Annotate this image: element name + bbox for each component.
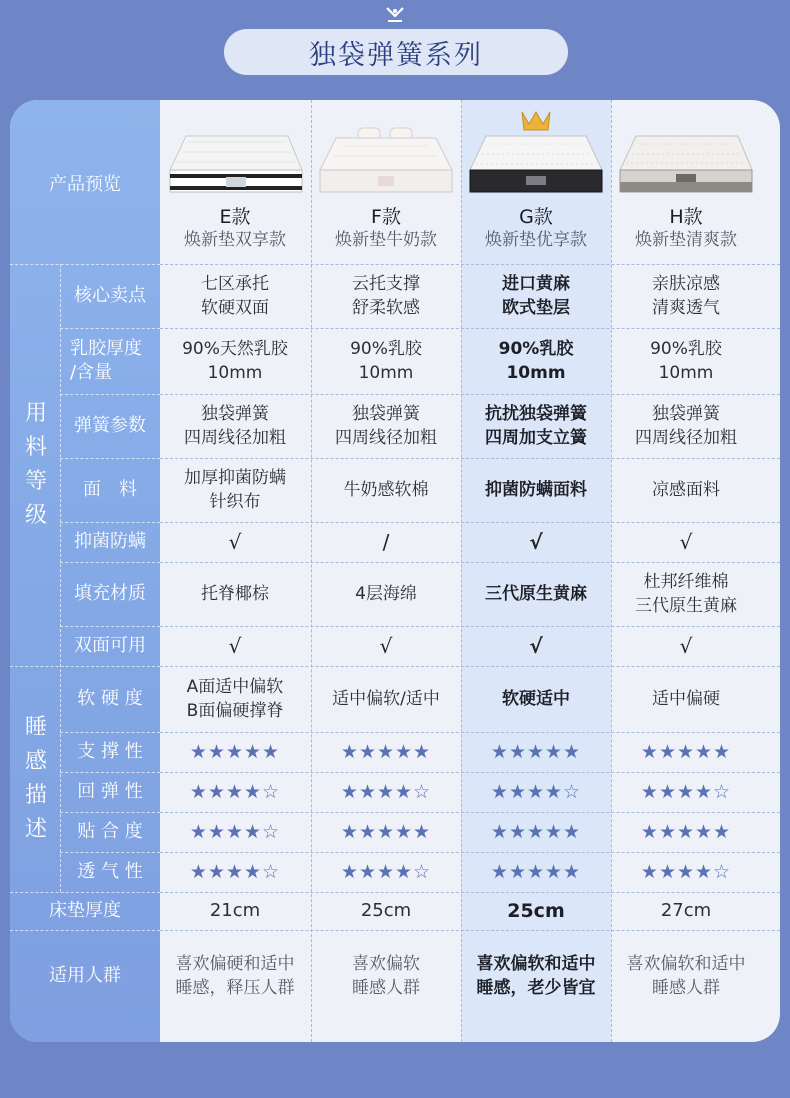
- cell-fill: [311, 562, 461, 626]
- cell-thickness: [160, 892, 310, 930]
- cell-text: 喜欢偏软和适中: [626, 954, 746, 974]
- cell-fit: [461, 812, 611, 852]
- rating-stars: ★★★★★: [340, 821, 432, 843]
- column-header: [160, 200, 310, 256]
- cell-spring: [611, 394, 761, 458]
- cell-text: 欧式垫层: [502, 298, 570, 318]
- cell-support: [311, 732, 461, 772]
- cell-text: 10mm: [207, 363, 263, 383]
- cell-double: [311, 626, 461, 666]
- cell-breath: [461, 852, 611, 892]
- cell-text: 10mm: [658, 363, 714, 383]
- cell-text: 加厚抑菌防螨: [184, 468, 286, 488]
- grid-line: [60, 394, 160, 395]
- cell-core: [160, 264, 310, 328]
- cell-text: 90%乳胶: [650, 339, 722, 359]
- cell-fit: [160, 812, 310, 852]
- row-label-support: 支 撑 性: [77, 741, 143, 762]
- comparison-table: [10, 100, 780, 1042]
- cell-text: 进口黄麻: [502, 274, 570, 294]
- cell-text: 软硬双面: [201, 298, 269, 318]
- row-label-firmness: 软 硬 度: [77, 688, 143, 709]
- model-name: 焕新垫牛奶款: [335, 230, 437, 250]
- cell-core: [311, 264, 461, 328]
- rating-stars: ★★★★★: [640, 821, 732, 843]
- rating-stars: ★★★★☆: [640, 861, 732, 883]
- grid-line: [60, 772, 160, 773]
- rating-stars: ★★★★☆: [340, 861, 432, 883]
- row-label-latex: 乳胶厚度 /含量: [70, 338, 142, 383]
- cell-text: 喜欢偏软和适中: [476, 954, 596, 974]
- row-label-preview: 产品预览: [49, 174, 121, 195]
- cell-text: 清爽透气: [652, 298, 720, 318]
- cell-firmness: [311, 666, 461, 732]
- chevron-down-icon: [384, 4, 406, 24]
- mattress-h-image: [618, 130, 754, 200]
- cell-text: 4层海绵: [355, 584, 417, 604]
- page-title: 独袋弹簧系列: [224, 29, 568, 75]
- row-label-rebound: 回 弹 性: [77, 781, 143, 802]
- grid-line: [10, 892, 160, 893]
- column-header: [611, 200, 761, 256]
- cell-rebound: [461, 772, 611, 812]
- cell-spring: [160, 394, 310, 458]
- rating-stars: ★★★★★: [640, 741, 732, 763]
- slash-mark: /: [382, 530, 390, 554]
- cell-breath: [311, 852, 461, 892]
- cell-fabric: [461, 458, 611, 522]
- cell-fill: [160, 562, 310, 626]
- cell-text: 25cm: [507, 900, 565, 922]
- cell-latex: [611, 328, 761, 394]
- column-header: [311, 200, 461, 256]
- cell-fill: [611, 562, 761, 626]
- cell-firmness: [611, 666, 761, 732]
- cell-text: 10mm: [506, 363, 566, 383]
- cell-text: 牛奶感软棉: [343, 480, 429, 500]
- model-name: 焕新垫双享款: [184, 230, 286, 250]
- grid-line: [10, 666, 160, 667]
- cell-text: 七区承托: [201, 274, 269, 294]
- cell-text: 抑菌防螨面料: [485, 480, 587, 500]
- cell-text: 喜欢偏软: [352, 954, 420, 974]
- cell-latex: [160, 328, 310, 394]
- cell-text: 独袋弹簧: [201, 404, 269, 424]
- cell-thickness: [461, 892, 611, 930]
- rating-stars: ★★★★☆: [490, 781, 582, 803]
- row-label-fit: 贴 合 度: [77, 821, 143, 842]
- cell-text: 托脊椰棕: [201, 584, 269, 604]
- cell-text: 抗扰独袋弹簧: [485, 404, 587, 424]
- cell-text: B面偏硬撑脊: [186, 701, 284, 721]
- cell-people: [160, 930, 310, 1022]
- grid-line: [60, 328, 160, 329]
- category-materials: 用 料 等 级: [24, 401, 47, 528]
- cell-spring: [311, 394, 461, 458]
- mattress-f-image: [318, 126, 454, 200]
- cell-support: [611, 732, 761, 772]
- cell-core: [611, 264, 761, 328]
- cell-text: 亲肤凉感: [652, 274, 720, 294]
- grid-line: [10, 930, 160, 931]
- check-icon: √: [529, 634, 543, 658]
- grid-line: [60, 626, 160, 627]
- row-label-core: 核心卖点: [74, 285, 146, 306]
- row-label-fabric: 面 料: [83, 479, 137, 500]
- model-code: E款: [219, 206, 251, 228]
- rating-stars: ★★★★☆: [340, 781, 432, 803]
- check-icon: √: [228, 530, 242, 554]
- row-label-people: 适用人群: [49, 965, 121, 986]
- cell-support: [461, 732, 611, 772]
- cell-latex: [461, 328, 611, 394]
- row-label-fill: 填充材质: [74, 583, 146, 604]
- cell-text: 独袋弹簧: [652, 404, 720, 424]
- cell-anti: [311, 522, 461, 562]
- cell-people: [461, 930, 611, 1022]
- cell-fabric: [611, 458, 761, 522]
- rating-stars: ★★★★☆: [640, 781, 732, 803]
- rating-stars: ★★★★★: [189, 741, 281, 763]
- grid-line: [60, 732, 160, 733]
- cell-thickness: [311, 892, 461, 930]
- cell-rebound: [611, 772, 761, 812]
- rating-stars: ★★★★☆: [189, 781, 281, 803]
- cell-text: 四周线径加粗: [335, 428, 437, 448]
- grid-line: [10, 264, 160, 265]
- cell-text: 睡感，释压人群: [175, 978, 295, 998]
- cell-text: 25cm: [360, 900, 412, 921]
- cell-people: [611, 930, 761, 1022]
- cell-double: [160, 626, 310, 666]
- check-icon: √: [228, 634, 242, 658]
- cell-text: 针织布: [209, 492, 261, 512]
- row-label-spring: 弹簧参数: [74, 415, 146, 436]
- row-label-thickness: 床垫厚度: [49, 900, 121, 921]
- cell-fabric: [311, 458, 461, 522]
- cell-support: [160, 732, 310, 772]
- cell-text: 三代原生黄麻: [485, 584, 587, 604]
- rating-stars: ★★★★★: [490, 741, 582, 763]
- cell-text: 四周线径加粗: [184, 428, 286, 448]
- grid-line: [60, 458, 160, 459]
- cell-text: 90%乳胶: [498, 339, 574, 359]
- rating-stars: ★★★★★: [490, 821, 582, 843]
- cell-text: 四周线径加粗: [635, 428, 737, 448]
- cell-people: [311, 930, 461, 1022]
- cell-text: 适中偏软/适中: [332, 689, 440, 709]
- grid-line: [60, 562, 160, 563]
- mattress-e-image: [168, 130, 304, 200]
- cell-fit: [311, 812, 461, 852]
- model-name: 焕新垫优享款: [485, 230, 587, 250]
- cell-text: 90%天然乳胶: [182, 339, 288, 359]
- check-icon: √: [679, 634, 693, 658]
- model-code: F款: [371, 206, 401, 228]
- row-label-double: 双面可用: [74, 635, 146, 656]
- cell-text: A面适中偏软: [186, 677, 284, 697]
- cell-double: [461, 626, 611, 666]
- cell-thickness: [611, 892, 761, 930]
- cell-firmness: [461, 666, 611, 732]
- cell-text: 90%乳胶: [350, 339, 422, 359]
- cell-text: 睡感人群: [352, 978, 420, 998]
- check-icon: √: [679, 530, 693, 554]
- cell-rebound: [311, 772, 461, 812]
- cell-fill: [461, 562, 611, 626]
- row-label-breath: 透 气 性: [77, 861, 143, 882]
- rating-stars: ★★★★★: [340, 741, 432, 763]
- cell-anti: [461, 522, 611, 562]
- check-icon: √: [379, 634, 393, 658]
- cell-double: [611, 626, 761, 666]
- cell-text: 喜欢偏硬和适中: [175, 954, 295, 974]
- cell-text: 10mm: [358, 363, 414, 383]
- cell-breath: [611, 852, 761, 892]
- grid-line: [60, 264, 61, 892]
- cell-text: 杜邦纤维棉: [643, 572, 729, 592]
- cell-latex: [311, 328, 461, 394]
- cell-fabric: [160, 458, 310, 522]
- cell-text: 云托支撑: [352, 274, 420, 294]
- cell-anti: [611, 522, 761, 562]
- cell-fit: [611, 812, 761, 852]
- cell-spring: [461, 394, 611, 458]
- model-code: H款: [669, 206, 703, 228]
- cell-firmness: [160, 666, 310, 732]
- cell-text: 四周加支立簧: [485, 428, 587, 448]
- cell-text: 软硬适中: [502, 689, 570, 709]
- cell-text: 三代原生黄麻: [635, 596, 737, 616]
- grid-line: [60, 522, 160, 523]
- model-code: G款: [519, 206, 553, 228]
- cell-text: 21cm: [209, 900, 261, 921]
- cell-text: 凉感面料: [652, 480, 720, 500]
- cell-text: 独袋弹簧: [352, 404, 420, 424]
- cell-text: 适中偏硬: [652, 689, 720, 709]
- check-icon: √: [529, 530, 543, 554]
- cell-text: 27cm: [660, 900, 712, 921]
- column-header: [461, 200, 611, 256]
- cell-anti: [160, 522, 310, 562]
- grid-line: [60, 812, 160, 813]
- cell-text: 睡感，老少皆宜: [476, 978, 596, 998]
- rating-stars: ★★★★★: [490, 861, 582, 883]
- rating-stars: ★★★★☆: [189, 821, 281, 843]
- mattress-g-image: [468, 108, 604, 200]
- category-sleep: 睡 感 描 述: [24, 715, 47, 842]
- cell-core: [461, 264, 611, 328]
- row-label-anti: 抑菌防螨: [74, 531, 146, 552]
- model-name: 焕新垫清爽款: [635, 230, 737, 250]
- cell-text: 舒柔软感: [352, 298, 420, 318]
- grid-line: [60, 852, 160, 853]
- cell-text: 睡感人群: [652, 978, 720, 998]
- rating-stars: ★★★★☆: [189, 861, 281, 883]
- cell-rebound: [160, 772, 310, 812]
- cell-breath: [160, 852, 310, 892]
